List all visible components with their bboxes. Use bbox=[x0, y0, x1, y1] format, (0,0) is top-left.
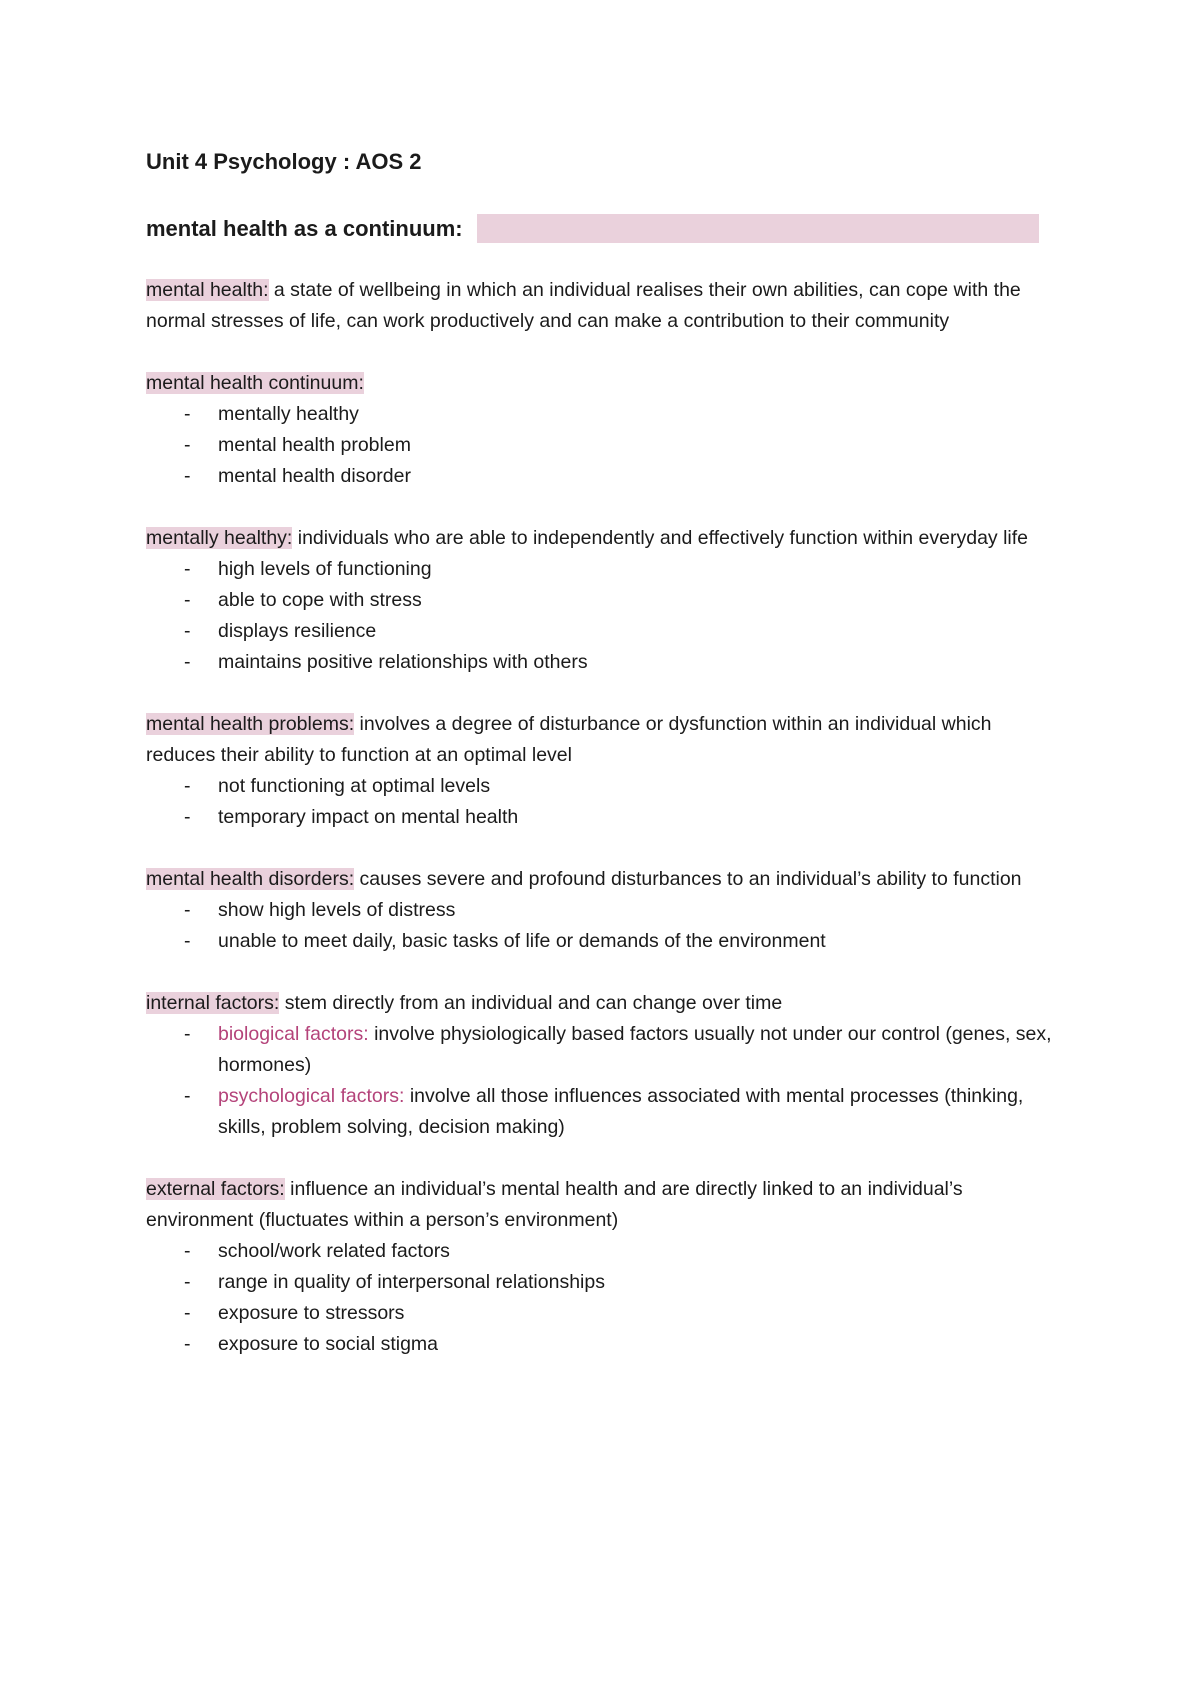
list-item bbox=[146, 1019, 1066, 1081]
document-page bbox=[146, 146, 1066, 1360]
list-item: - school/work related factors bbox=[146, 1236, 1066, 1267]
bullet-list bbox=[146, 554, 1066, 678]
document-title: Unit 4 Psychology : AOS 2 bbox=[146, 149, 422, 174]
list-item: - show high levels of distress bbox=[146, 895, 1066, 926]
definition-paragraph bbox=[146, 988, 1066, 1019]
definition-paragraph bbox=[146, 709, 1066, 771]
list-item: - exposure to social stigma bbox=[146, 1329, 1066, 1360]
definition-paragraph bbox=[146, 368, 1066, 399]
list-item: - exposure to stressors bbox=[146, 1298, 1066, 1329]
subterm-psychological: psychological factors: bbox=[218, 1085, 405, 1107]
term-highlight: external factors: bbox=[146, 1178, 285, 1200]
definition-text: influence an individual’s mental health and are directly linked to an individual’s environment (fluctuates within a person’s environment) bbox=[146, 1178, 963, 1231]
definition-text: involves a degree of disturbance or dysfunction within an individual which reduces their ability to function at an optimal level bbox=[146, 713, 992, 766]
bullet-list bbox=[146, 1019, 1066, 1143]
bullet-list bbox=[146, 895, 1066, 957]
section-disorders bbox=[146, 864, 1066, 957]
term-highlight: internal factors: bbox=[146, 992, 280, 1014]
list-item: - mental health problem bbox=[146, 430, 1066, 461]
section-problems bbox=[146, 709, 1066, 833]
section-mental-health bbox=[146, 275, 1066, 337]
subterm-text: involve all those influences associated with mental processes (thinking, skills, problem solving, decision making) bbox=[218, 1085, 1024, 1138]
definition-text: stem directly from an individual and can change over time bbox=[279, 992, 783, 1014]
list-item: - not functioning at optimal levels bbox=[146, 771, 1066, 802]
highlight-bar bbox=[477, 214, 1039, 243]
definition-paragraph bbox=[146, 523, 1066, 554]
list-item: - mental health disorder bbox=[146, 461, 1066, 492]
definition-paragraph bbox=[146, 864, 1066, 895]
list-item: - high levels of functioning bbox=[146, 554, 1066, 585]
subterm-biological: biological factors: bbox=[218, 1023, 369, 1045]
definition-text: individuals who are able to independently and effectively function within everyday life bbox=[292, 527, 1029, 549]
list-item bbox=[146, 1081, 1066, 1143]
list-item: - able to cope with stress bbox=[146, 585, 1066, 616]
term-highlight: mental health problems: bbox=[146, 713, 355, 735]
term-highlight: mentally healthy: bbox=[146, 527, 293, 549]
definition-text: causes severe and profound disturbances to an individual’s ability to function bbox=[354, 868, 1022, 890]
list-item: - displays resilience bbox=[146, 616, 1066, 647]
term-highlight: mental health: bbox=[146, 279, 269, 301]
subterm-text: involve physiologically based factors usually not under our control (genes, sex, hormones) bbox=[218, 1023, 1052, 1076]
list-item: - unable to meet daily, basic tasks of life or demands of the environment bbox=[146, 926, 1066, 957]
definition-text: a state of wellbeing in which an individual realises their own abilities, can cope with the normal stresses of life, can work productively and can make a contribution to their community bbox=[146, 279, 1021, 332]
list-item: - mentally healthy bbox=[146, 399, 1066, 430]
section-continuum bbox=[146, 368, 1066, 492]
list-item: - temporary impact on mental health bbox=[146, 802, 1066, 833]
section-external-factors bbox=[146, 1174, 1066, 1360]
list-item: - maintains positive relationships with others bbox=[146, 647, 1066, 678]
section-internal-factors bbox=[146, 988, 1066, 1143]
bullet-list bbox=[146, 399, 1066, 492]
section-heading: mental health as a continuum: bbox=[146, 215, 463, 241]
subheading-row bbox=[146, 212, 1066, 244]
bullet-list bbox=[146, 1236, 1066, 1360]
term-highlight: mental health disorders: bbox=[146, 868, 355, 890]
term-highlight: mental health continuum: bbox=[146, 372, 364, 394]
definition-paragraph bbox=[146, 1174, 1066, 1236]
bullet-list bbox=[146, 771, 1066, 833]
list-item: - range in quality of interpersonal relationships bbox=[146, 1267, 1066, 1298]
definition-paragraph bbox=[146, 275, 1066, 337]
section-mentally-healthy bbox=[146, 523, 1066, 678]
